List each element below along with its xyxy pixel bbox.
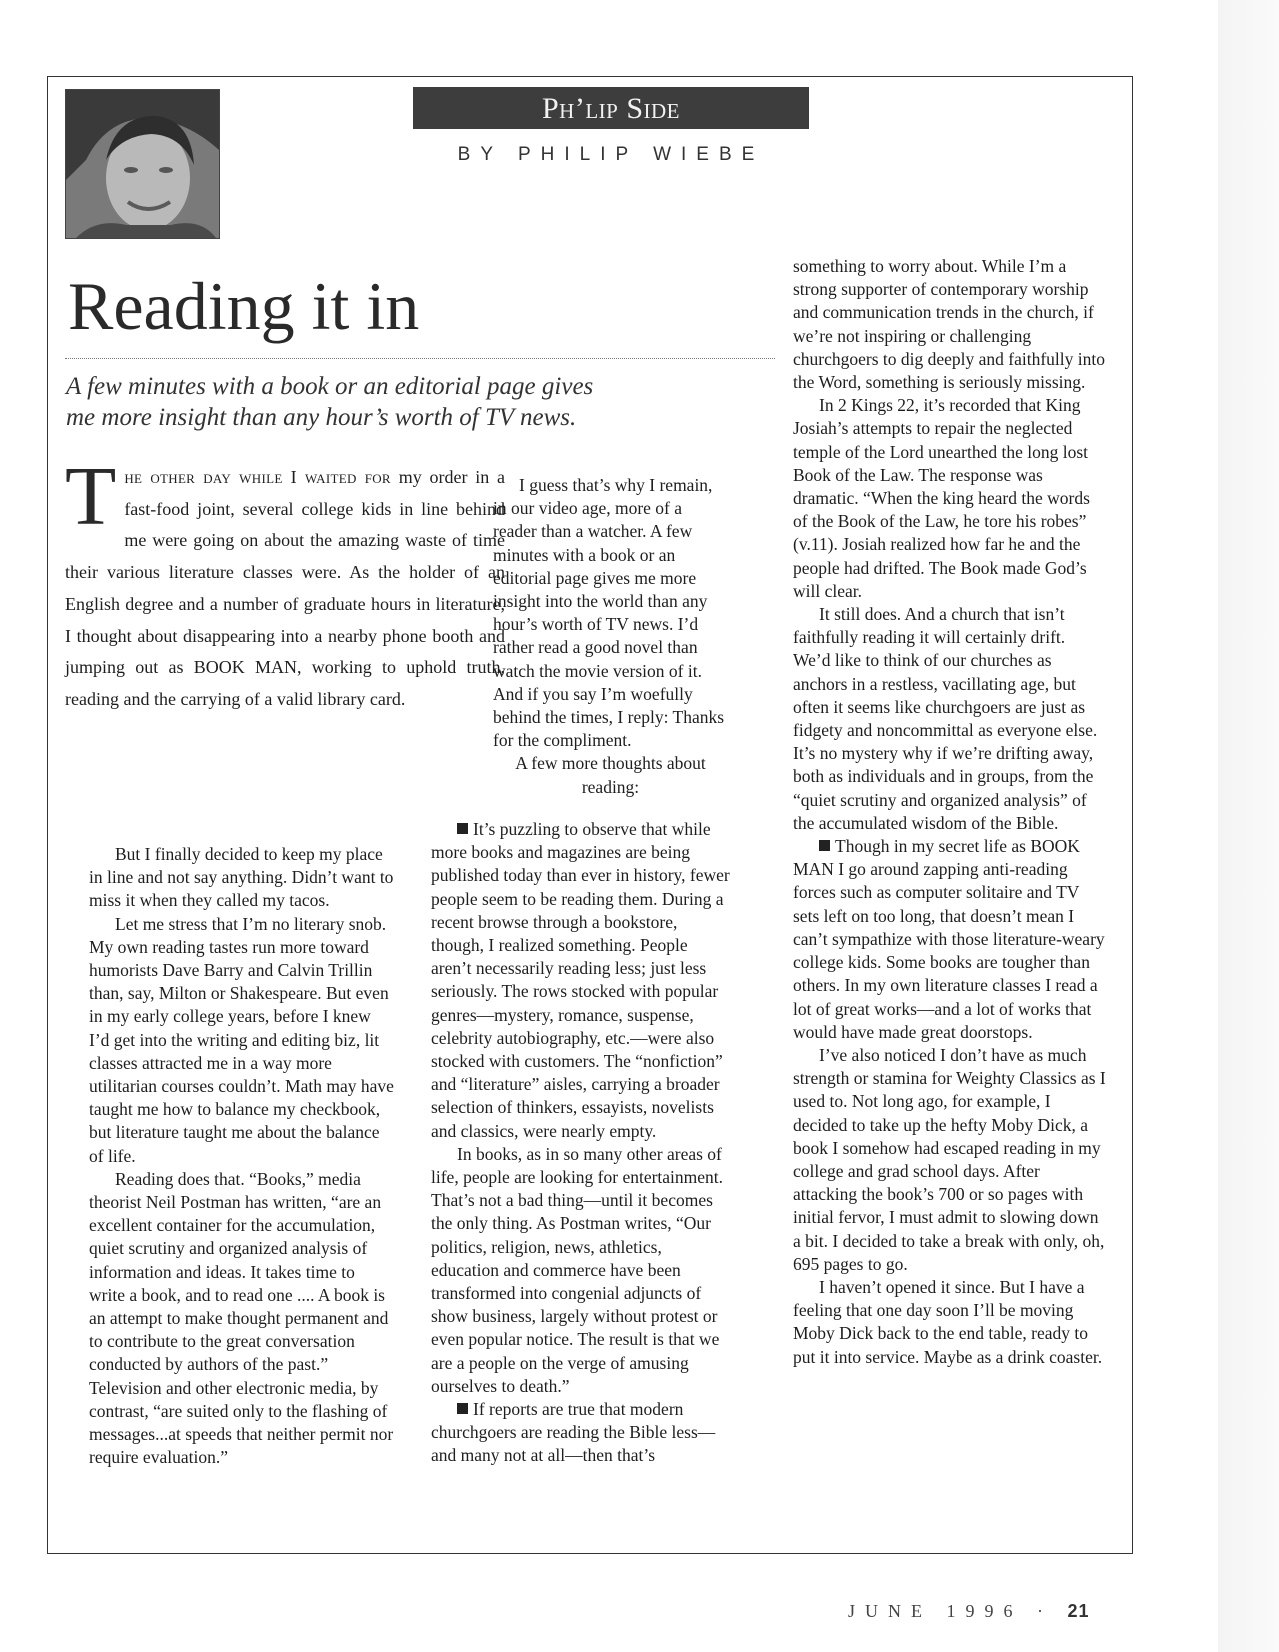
paragraph: Reading does that. “Books,” media theorist Neil Postman has written, “are an excellent container for the accumulation, quiet scrutiny and organized analysis of information and ideas. It takes time to write a book, and to read one .... A book is an attempt to make thought permanent and to contribute to the great conversation conducted by authors of the past.” Television and other electronic media, by contrast, “are suited only to the flashing of messages...at speeds that neither permit nor require evaluation.” bbox=[89, 1168, 394, 1468]
column-b-top bbox=[493, 474, 728, 799]
paragraph: Let me stress that I’m no literary snob. My own reading tastes run more toward humorists Dave Barry and Calvin Trillin than, say, Milton or Shakespeare. But even in my early college years, before I knew I’d get into the writing and editing biz, lit classes attracted me in a way more utilitarian courses couldn’t. Math may have taught me how to balance my checkbook, but literature taught me about the balance of life. bbox=[89, 913, 394, 1166]
author-portrait-image bbox=[66, 90, 219, 238]
title-divider bbox=[65, 358, 775, 359]
paragraph: It still does. And a church that isn’t faithfully reading it will certainly drift. We’d like to think of our churches as anchors in a restless, vacillating age, but often it seems like churchgoers are just as fidgety and noncommittal as everyone else. It’s no mystery why if we’re drifting away, both as individuals and in groups, from the “quiet scrutiny and organized analysis” of the accumulated wisdom of the Bible. bbox=[793, 604, 1098, 833]
paragraph: In books, as in so many other areas of life, people are looking for entertainment. That’s not a bad thing—until it becomes the only thing. As Postman writes, “Our politics, religion, news, athletics, education and commerce have been transformed into congenial adjuncts of show business, largely without protest or even popular notice. The result is that we are a people on the verge of amusing ourselves to death.” bbox=[431, 1143, 724, 1396]
paragraph: In 2 Kings 22, it’s recorded that King Josiah’s attempts to repair the neglected temple of the Lord unearthed the long lost Book of the Law. The response was dramatic. “When the king heard the words of the Book of the Law, he tore his robes” (v.11). Josiah realized how far he and the people had drifted. The Book made God’s will clear. bbox=[793, 395, 1090, 601]
footer-separator: · bbox=[1037, 1601, 1053, 1621]
lead-text: my order in a fast-food joint, several college kids in line behind me were going on about the amazing waste of time their various literature classes were. As the holder of an English degree and a number of graduate hours in literature, I thought about disappearing into a nearby phone booth and jumping out as BOOK MAN, working to uphold truth, reading and the carrying of a valid library card. bbox=[65, 467, 505, 709]
column-c bbox=[793, 255, 1106, 1369]
page-footer bbox=[848, 1601, 1128, 1622]
bullet-square-icon bbox=[457, 1403, 468, 1414]
author-photo bbox=[65, 89, 220, 239]
lead-small-caps: he other day while I waited for bbox=[124, 467, 391, 487]
bullet-square-icon bbox=[819, 840, 830, 851]
paragraph-text: Though in my secret life as BOOK MAN I go around zapping anti-reading forces such as computer solitaire and TV sets left on too long, that doesn’t mean I can’t sympathize with those literature-weary college kids. Some books are tougher than others. In my own literature classes I read a lot of great works—and a lot of works that would have made great doorstops. bbox=[793, 836, 1105, 1042]
page-number: 21 bbox=[1067, 1601, 1090, 1621]
paragraph: A few more thoughts about reading: bbox=[515, 753, 706, 797]
byline: BY PHILIP WIEBE bbox=[457, 144, 765, 165]
column-banner: Ph’lip Side bbox=[413, 87, 809, 129]
column-a bbox=[89, 843, 394, 1469]
issue-date: JUNE 1996 bbox=[848, 1601, 1023, 1621]
article-deck: A few minutes with a book or an editorial page gives me more insight than any hour’s worth of TV news. bbox=[66, 373, 594, 431]
bullet-paragraph bbox=[793, 835, 1106, 1044]
paragraph: I guess that’s why I remain, in our video age, more of a reader than a watcher. A few minutes with a book or an editorial page gives me more insight into the world than any hour’s worth of TV news. I’d rather read a good novel than watch the movie version of it. And if you say I’m woefully behind the times, I reply: Thanks for the compliment. bbox=[493, 475, 725, 751]
bullet-paragraph bbox=[431, 1398, 731, 1468]
column-b bbox=[431, 818, 731, 1468]
article-title: Reading it in bbox=[68, 268, 420, 344]
paragraph-text: It’s puzzling to observe that while more books and magazines are being published today than ever in history, fewer people seem to be reading them. During a recent browse through a bookstore, though, I realized something. People aren’t necessarily reading less; just less seriously. The rows stocked with popular genres—mystery, romance, suspense, celebrity autobiography, etc.—were also stocked with customers. The “nonfiction” and “literature” aisles, carrying a broader selection of thinkers, essayists, novelists and classics, were nearly empty. bbox=[431, 819, 730, 1141]
bullet-square-icon bbox=[457, 823, 468, 834]
paragraph-text: If reports are true that modern churchgoers are reading the Bible less—and many not at all—then that’s bbox=[431, 1399, 716, 1466]
page-edge-shadow bbox=[1218, 0, 1279, 1652]
drop-cap: T bbox=[65, 450, 117, 543]
lead-paragraph bbox=[65, 450, 505, 716]
paragraph: I’ve also noticed I don’t have as much strength or stamina for Weighty Classics as I used to. Not long ago, for example, I decided to take up the hefty Moby Dick, a book I somehow had escaped reading in my college and grad school days. After attacking the book’s 700 or so pages with initial fervor, I must admit to slowing down a bit. I decided to take a break with only, oh, 695 pages to go. bbox=[793, 1044, 1106, 1274]
bullet-paragraph bbox=[431, 818, 731, 1143]
paragraph: I haven’t opened it since. But I have a feeling that one day soon I’ll be moving Moby Dick back to the end table, ready to put it into service. Maybe as a drink coaster. bbox=[793, 1276, 1103, 1367]
paragraph: something to worry about. While I’m a strong supporter of contemporary worship and communication trends in the church, if we’re not inspiring or challenging churchgoers to dig deeply and faithfully into the Word, something is seriously missing. bbox=[793, 256, 1106, 393]
paragraph: But I finally decided to keep my place in line and not say anything. Didn’t want to miss it when they called my tacos. bbox=[89, 844, 394, 911]
